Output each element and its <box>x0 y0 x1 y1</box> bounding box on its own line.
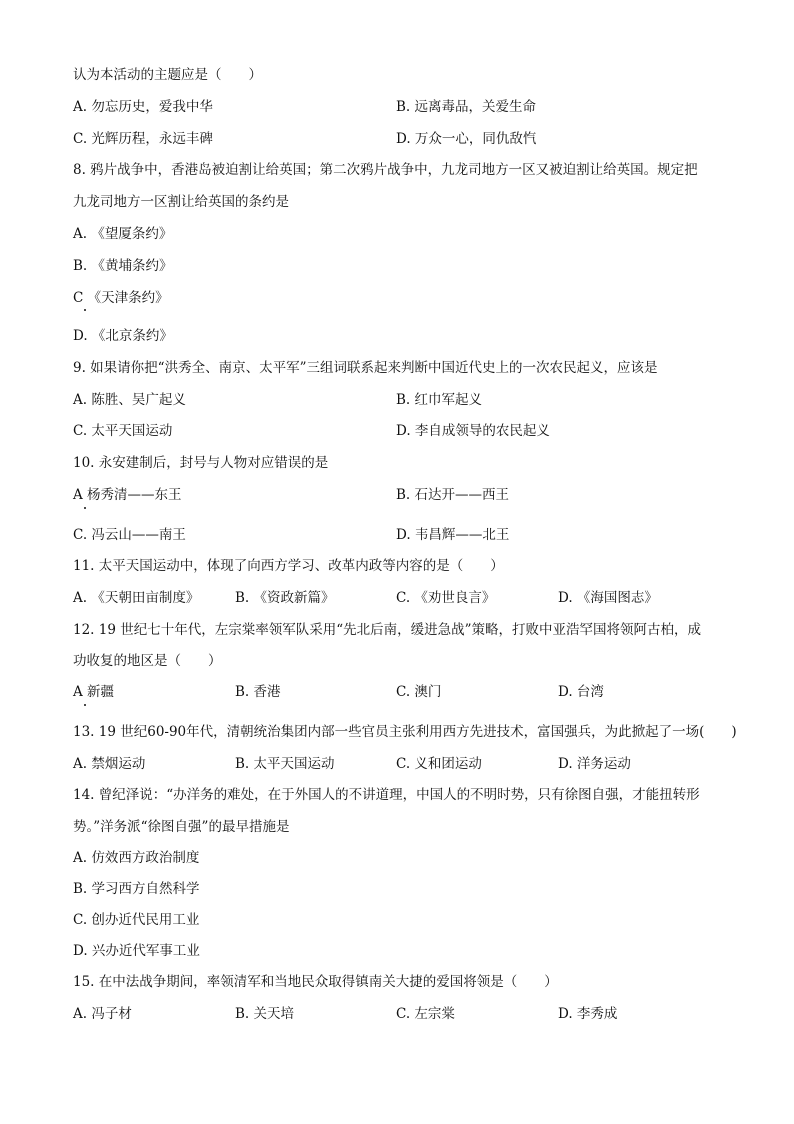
question-9-stem: 9. 如果请你把“洪秀全、南京、太平军”三组词联系起来判断中国近代史上的一次农民起义，应该是 <box>73 360 658 376</box>
q13-option-c: C. 义和团运动 <box>396 756 482 772</box>
q7-option-a: A. 勿忘历史，爱我中华 <box>73 99 213 115</box>
question-7-stem: 认为本活动的主题应是（ ） <box>73 67 262 83</box>
q11-option-c: C. 《劝世良言》 <box>396 590 496 606</box>
question-11-stem: 11. 太平天国运动中，体现了向西方学习、改革内政等内容的是（ ） <box>73 558 504 574</box>
q11-option-a: A. 《天朝田亩制度》 <box>73 590 200 606</box>
q13-option-a: A. 禁烟运动 <box>73 756 146 772</box>
q9-option-c: C. 太平天国运动 <box>73 423 173 439</box>
stray-dot-mark <box>84 704 86 706</box>
question-12-stem-line2: 功收复的地区是（ ） <box>73 653 222 669</box>
q12-option-c: C. 澳门 <box>396 684 442 700</box>
q7-option-b: B. 远离毒品，关爱生命 <box>396 99 537 115</box>
q15-option-d: D. 李秀成 <box>558 1006 618 1022</box>
q9-option-d: D. 李自成领导的农民起义 <box>396 423 550 439</box>
question-13-stem: 13. 19 世纪60-90年代，清朝统治集团内部一些官员主张利用西方先进技术，富国强兵，为此掀起了一场( ) <box>73 724 737 740</box>
q8-option-c: C 《天津条约》 <box>73 290 169 306</box>
stray-dot-mark <box>84 309 86 311</box>
q15-option-b: B. 关天培 <box>235 1006 295 1022</box>
stray-dot-mark <box>84 507 86 509</box>
question-8-stem-line1: 8. 鸦片战争中，香港岛被迫割让给英国；第二次鸦片战争中，九龙司地方一区又被迫割让给英国。规定把 <box>73 162 698 178</box>
question-14-stem-line1: 14. 曾纪泽说：“办洋务的难处，在于外国人的不讲道理，中国人的不明时势，只有徐图自强，才能扭转形 <box>73 787 700 803</box>
q13-option-d: D. 洋务运动 <box>558 756 631 772</box>
q14-option-d: D. 兴办近代军事工业 <box>73 943 200 959</box>
q10-option-c: C. 冯云山——南王 <box>73 527 186 543</box>
q11-option-b: B. 《资政新篇》 <box>235 590 335 606</box>
question-12-stem-line1: 12. 19 世纪七十年代，左宗棠率领军队采用“先北后南，缓进急战”策略，打败中亚浩罕国将领阿古柏，成 <box>73 622 702 638</box>
question-8-stem-line2: 九龙司地方一区割让给英国的条约是 <box>73 194 289 210</box>
q10-option-a: A 杨秀清——东王 <box>73 487 182 503</box>
q8-option-a: A. 《望厦条约》 <box>73 226 173 242</box>
q10-option-d: D. 韦昌辉——北王 <box>396 527 510 543</box>
question-14-stem-line2: 势。”洋务派“徐图自强”的最早措施是 <box>73 819 290 835</box>
q7-option-c: C. 光辉历程，永远丰碑 <box>73 131 213 147</box>
q14-option-b: B. 学习西方自然科学 <box>73 881 200 897</box>
q12-option-d: D. 台湾 <box>558 684 604 700</box>
q9-option-a: A. 陈胜、吴广起义 <box>73 392 186 408</box>
q14-option-c: C. 创办近代民用工业 <box>73 912 200 928</box>
q9-option-b: B. 红巾军起义 <box>396 392 483 408</box>
q14-option-a: A. 仿效西方政治制度 <box>73 850 200 866</box>
q13-option-b: B. 太平天国运动 <box>235 756 335 772</box>
question-10-stem: 10. 永安建制后，封号与人物对应错误的是 <box>73 455 329 471</box>
q15-option-a: A. 冯子材 <box>73 1006 132 1022</box>
q7-option-d: D. 万众一心，同仇敌忾 <box>396 131 537 147</box>
q8-option-d: D. 《北京条约》 <box>73 328 173 344</box>
q10-option-b: B. 石达开——西王 <box>396 487 510 503</box>
q12-option-a: A 新疆 <box>73 684 115 700</box>
q15-option-c: C. 左宗棠 <box>396 1006 455 1022</box>
question-15-stem: 15. 在中法战争期间，率领清军和当地民众取得镇南关大捷的爱国将领是（ ） <box>73 974 558 990</box>
q8-option-b: B. 《黄埔条约》 <box>73 258 173 274</box>
q11-option-d: D. 《海国图志》 <box>558 590 658 606</box>
q12-option-b: B. 香港 <box>235 684 281 700</box>
